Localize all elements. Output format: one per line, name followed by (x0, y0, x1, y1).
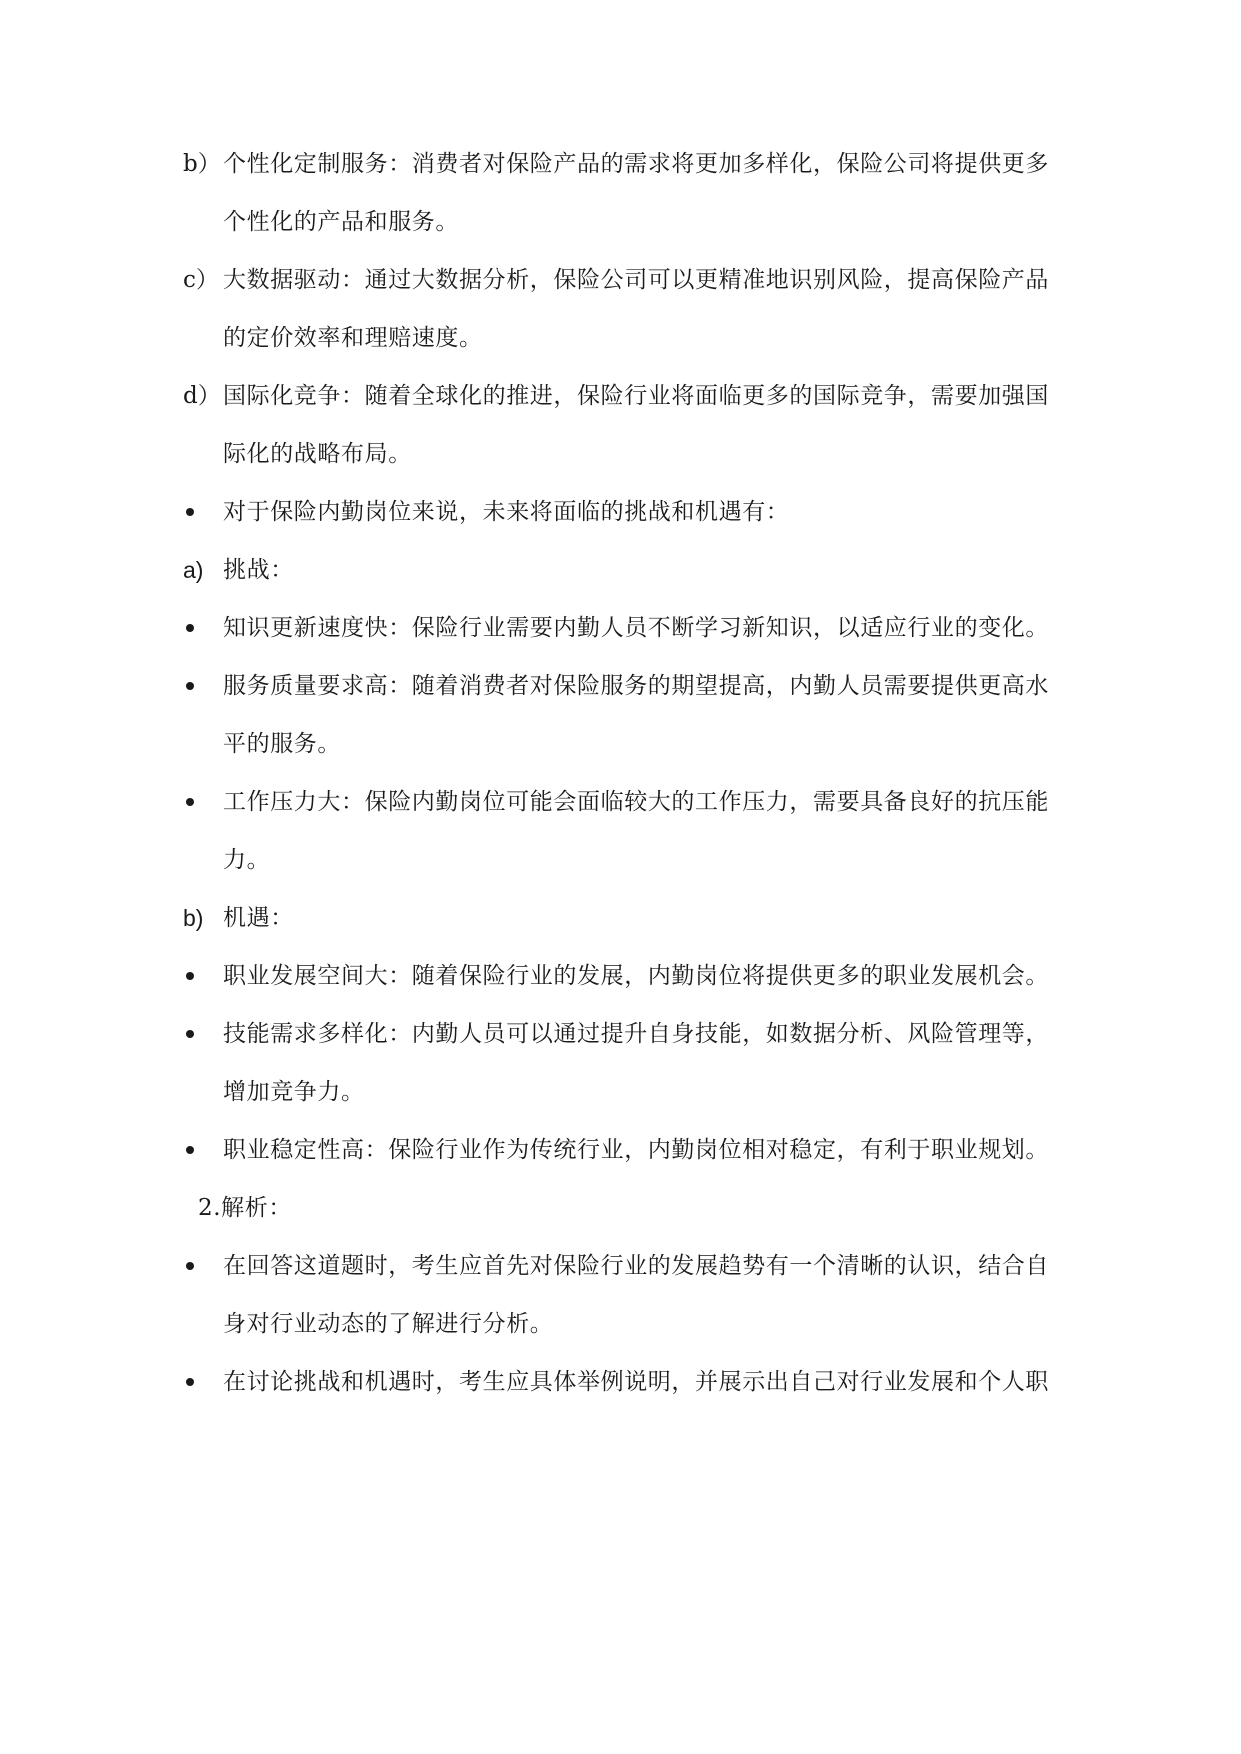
paragraph-text: 职业稳定性高：保险行业作为传统行业，内勤岗位相对稳定，有利于职业规划。 (223, 1137, 1049, 1163)
paragraph-text: 在回答这道题时，考生应首先对保险行业的发展趋势有一个清晰的认识，结合自 (223, 1253, 1049, 1279)
paragraph-text: 个性化定制服务：消费者对保险产品的需求将更加多样化，保险公司将提供更多 (223, 151, 1049, 177)
paragraph-text: 身对行业动态的了解进行分析。 (223, 1311, 554, 1337)
subheading-text: 机遇： (223, 905, 294, 931)
bullet-item (0, 944, 1241, 1008)
list-item-continuation (0, 422, 1241, 486)
section-heading-analysis (0, 1176, 1241, 1240)
paragraph-text: 国际化竞争：随着全球化的推进，保险行业将面临更多的国际竞争，需要加强国 (223, 383, 1049, 409)
bullet-icon (186, 682, 194, 690)
paragraph-text: 的定价效率和理赔速度。 (223, 325, 483, 351)
bullet-item (0, 1118, 1241, 1182)
list-marker: b） (183, 151, 221, 177)
bullet-icon (186, 1030, 194, 1038)
paragraph-text: 增加竞争力。 (223, 1079, 365, 1105)
paragraph-text: 个性化的产品和服务。 (223, 209, 459, 235)
bullet-icon (186, 1378, 194, 1386)
paragraph-text: 大数据驱动：通过大数据分析，保险公司可以更精准地识别风险，提高保险产品 (223, 267, 1049, 293)
bullet-item (0, 654, 1241, 718)
bullet-item (0, 770, 1241, 834)
paragraph-text: 对于保险内勤岗位来说，未来将面临的挑战和机遇有： (223, 499, 790, 525)
bullet-item (0, 1234, 1241, 1298)
paragraph-text: 技能需求多样化：内勤人员可以通过提升自身技能，如数据分析、风险管理等， (223, 1021, 1049, 1047)
list-item-b-opportunities (0, 886, 1241, 950)
list-marker: d） (183, 383, 221, 409)
list-marker: c） (183, 267, 219, 293)
paragraph-text: 在讨论挑战和机遇时，考生应具体举例说明，并展示出自己对行业发展和个人职 (223, 1369, 1049, 1395)
list-marker: a) (183, 557, 204, 583)
bullet-item (0, 596, 1241, 660)
paragraph-text: 职业发展空间大：随着保险行业的发展，内勤岗位将提供更多的职业发展机会。 (223, 963, 1049, 989)
list-item-b-personalized (0, 132, 1241, 196)
section-heading-text: 2.解析： (198, 1195, 292, 1221)
bullet-icon (186, 508, 194, 516)
list-marker: b) (183, 905, 204, 931)
bullet-icon (186, 1262, 194, 1270)
paragraph-text: 际化的战略布局。 (223, 441, 412, 467)
bullet-icon (186, 1146, 194, 1154)
paragraph-text: 知识更新速度快：保险行业需要内勤人员不断学习新知识，以适应行业的变化。 (223, 615, 1049, 641)
paragraph-text: 平的服务。 (223, 731, 341, 757)
subheading-text: 挑战： (223, 557, 294, 583)
paragraph-text: 工作压力大：保险内勤岗位可能会面临较大的工作压力，需要具备良好的抗压能 (223, 789, 1049, 815)
list-item-c-big-data (0, 248, 1241, 312)
bullet-continuation (0, 712, 1241, 776)
list-item-a-challenges (0, 538, 1241, 602)
bullet-item (0, 1002, 1241, 1066)
bullet-icon (186, 624, 194, 632)
paragraph-text: 服务质量要求高：随着消费者对保险服务的期望提高，内勤人员需要提供更高水 (223, 673, 1049, 699)
list-item-continuation (0, 190, 1241, 254)
bullet-icon (186, 798, 194, 806)
bullet-icon (186, 972, 194, 980)
bullet-item (0, 1350, 1241, 1414)
list-item-d-international (0, 364, 1241, 428)
bullet-continuation (0, 828, 1241, 892)
bullet-continuation (0, 1292, 1241, 1356)
bullet-continuation (0, 1060, 1241, 1124)
bullet-item (0, 480, 1241, 544)
list-item-continuation (0, 306, 1241, 370)
paragraph-text: 力。 (223, 847, 271, 873)
